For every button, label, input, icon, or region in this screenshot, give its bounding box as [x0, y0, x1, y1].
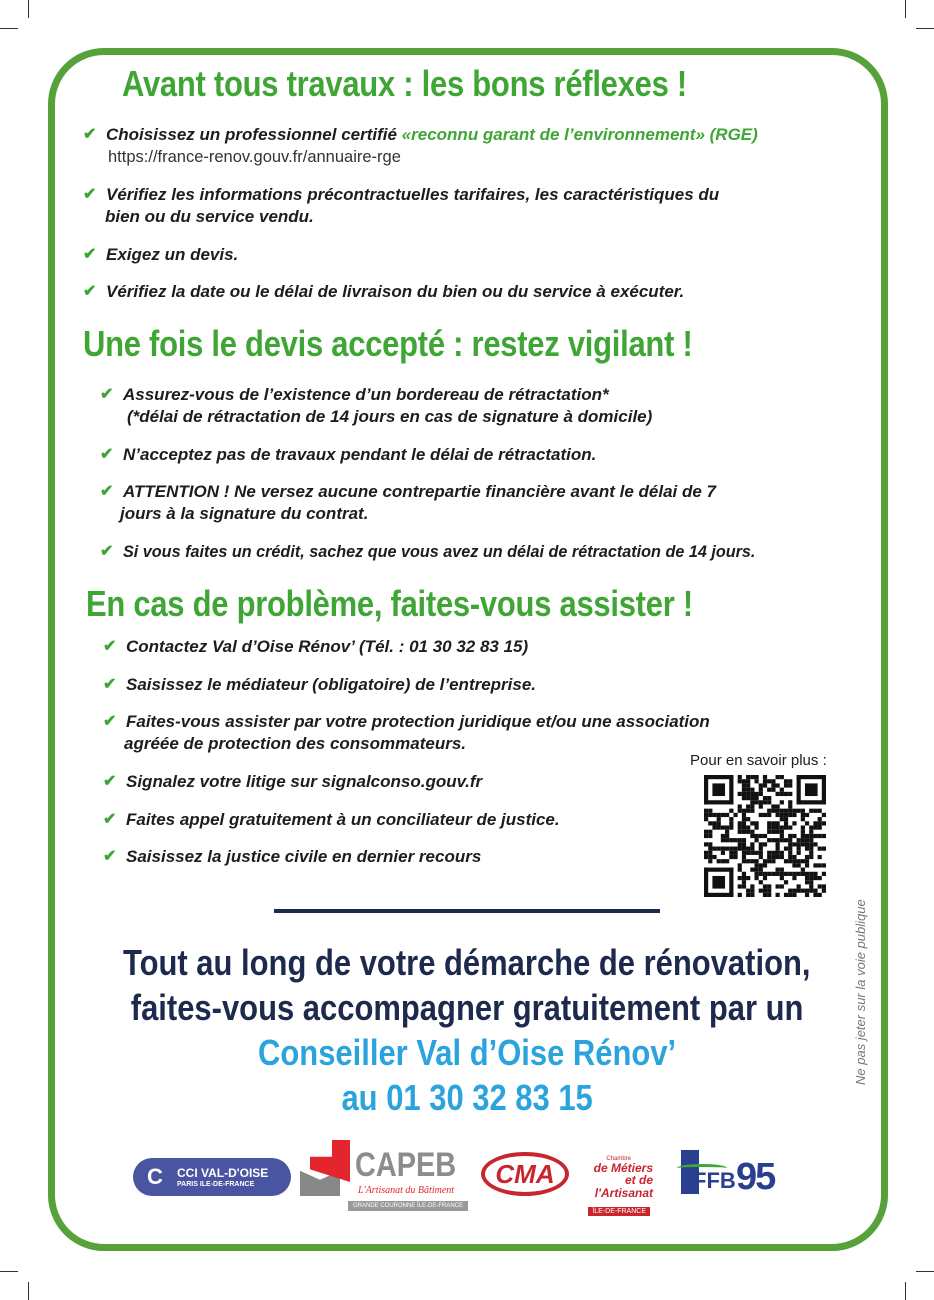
crop-mark — [905, 0, 906, 18]
crop-mark — [905, 1282, 906, 1300]
closing-line-1: Tout au long de votre démarche de rénovation, — [123, 942, 811, 983]
check-icon: ✔ — [103, 773, 117, 790]
rge-url: https://france-renov.gouv.fr/annuaire-rge — [108, 148, 401, 166]
list-item: ✔ Vérifiez la date ou le délai de livraison du bien ou du service à exécuter. — [83, 282, 685, 301]
check-icon: ✔ — [100, 483, 114, 500]
side-note: Ne pas jeter sur la voie publique — [853, 899, 868, 1085]
list-item: ✔ Signalez votre litige sur signalconso.gouv.fr — [103, 772, 483, 791]
advisor-name: Conseiller Val d’Oise Rénov’ — [257, 1032, 677, 1073]
advisor-phone: au 01 30 32 83 15 — [341, 1077, 593, 1118]
cci-icon: C — [147, 1164, 163, 1189]
crop-mark — [28, 0, 29, 18]
section-title: Une fois le devis accepté : restez vigilant ! — [83, 323, 693, 364]
list-item: ✔ Faites-vous assister par votre protection juridique et/ou une association agréée de protection des consommateurs. — [103, 712, 710, 753]
check-icon: ✔ — [83, 126, 97, 143]
cci-logo: C CCI VAL-D'OISE PARIS ILE-DE-FRANCE — [133, 1158, 291, 1196]
check-icon: ✔ — [103, 713, 117, 730]
list-item: ✔ Choisissez un professionnel certifié «reconnu garant de l’environnement» (RGE) https://france-renov.gouv.fr/annuaire-rge — [83, 125, 758, 166]
cma-logo: CMA — [481, 1152, 569, 1196]
list-item: ✔ Faites appel gratuitement à un conciliateur de justice. — [103, 810, 560, 829]
check-icon: ✔ — [100, 386, 114, 403]
check-icon: ✔ — [103, 811, 117, 828]
list-item: ✔ Contactez Val d’Oise Rénov’ (Tél. : 01 30 32 83 15) — [103, 637, 529, 656]
qr-code[interactable] — [704, 775, 826, 897]
check-icon: ✔ — [103, 848, 117, 865]
check-icon: ✔ — [103, 638, 117, 655]
crop-mark — [916, 1271, 934, 1272]
check-icon: ✔ — [100, 543, 114, 560]
closing-line-2: faites-vous accompagner gratuitement par un — [130, 987, 804, 1028]
check-icon: ✔ — [100, 446, 114, 463]
crop-mark — [0, 28, 18, 29]
crop-mark — [28, 1282, 29, 1300]
check-icon: ✔ — [103, 676, 117, 693]
capeb-logo: CAPEB L'Artisanat du Bâtiment GRANDE COURONNE ÎLE-DE-FRANCE — [300, 1140, 470, 1212]
crop-mark — [916, 28, 934, 29]
list-item: ✔ ATTENTION ! Ne versez aucune contrepartie financière avant le délai de 7 jours à la signature du contrat. — [100, 482, 716, 523]
list-item: ✔ Exigez un devis. — [83, 245, 239, 264]
list-item: ✔ N’acceptez pas de travaux pendant le délai de rétractation. — [100, 445, 597, 464]
list-item: ✔ Assurez-vous de l’existence d’un bordereau de rétractation* (*délai de rétractation de 14 jours en cas de signature à domicile) — [100, 385, 653, 426]
check-icon: ✔ — [83, 283, 97, 300]
qr-label: Pour en savoir plus : — [690, 752, 827, 769]
cma-text: Chambre de Métiers et de l'Artisanat ÎLE-DE-FRANCE — [578, 1156, 653, 1218]
divider — [274, 909, 660, 913]
crop-mark — [0, 1271, 18, 1272]
list-item: ✔ Vérifiez les informations précontractuelles tarifaires, les caractéristiques du bien ou du service vendu. — [83, 185, 720, 226]
list-item: ✔ Si vous faites un crédit, sachez que vous avez un délai de rétractation de 14 jours. — [100, 543, 756, 561]
section-title: Avant tous travaux : les bons réflexes ! — [122, 63, 687, 104]
list-item: ✔ Saisissez le médiateur (obligatoire) de l’entreprise. — [103, 675, 537, 694]
section-title: En cas de problème, faites-vous assister ! — [86, 583, 693, 624]
ffb-logo: FFB 95 — [673, 1150, 795, 1202]
check-icon: ✔ — [83, 186, 97, 203]
list-item: ✔ Saisissez la justice civile en dernier recours — [103, 847, 482, 866]
check-icon: ✔ — [83, 246, 97, 263]
